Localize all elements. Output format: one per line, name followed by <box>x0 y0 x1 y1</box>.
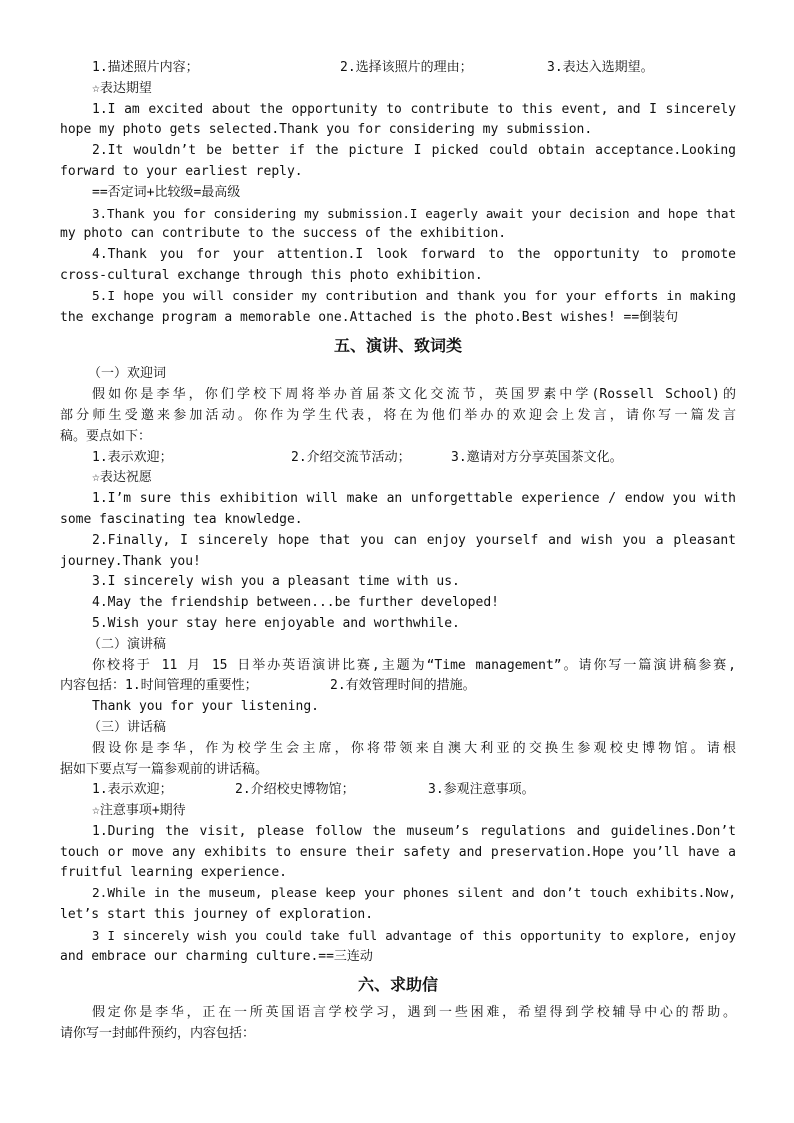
text-line: 4.May the friendship between...be further developed! <box>92 595 499 611</box>
point-item: 2.介绍交流节活动； <box>291 449 411 465</box>
text-line: 4.Thank you for your attention.I look forward to the opportunity to promote <box>92 247 736 263</box>
text-line: 3.I sincerely wish you a pleasant time with us. <box>92 574 460 590</box>
text-line: touch or move any exhibits to ensure their safety and preservation.Hope you’ll have a <box>60 844 736 860</box>
text-line: fruitful learning experience. <box>60 865 287 881</box>
point-item: 3.表达入选期望。 <box>547 60 654 75</box>
section-title: 五、演讲、致词类 <box>333 336 462 356</box>
text-line: 3 I sincerely wish you could take full advantage of this opportunity to explore, enjoy <box>92 928 736 943</box>
point-item: 2.选择该照片的理由； <box>340 60 473 75</box>
task-line: 你校将于 11 月 15 日举办英语演讲比赛,主题为“Time management”。请你写一篇演讲稿参赛, <box>92 657 736 673</box>
text-line: journey.Thank you! <box>60 553 201 569</box>
task-line: 请你写一封邮件预约，内容包括： <box>60 1026 256 1042</box>
point-item: 2.有效管理时间的措施。 <box>330 678 476 694</box>
task-line: 假如你是李华，你们学校下周将举办首届茶文化交流节，英国罗素中学(Rossell School)的 <box>92 387 736 403</box>
star-heading: ☆注意事项+期待 <box>92 803 186 819</box>
star-heading: ☆表达祝愿 <box>92 470 152 486</box>
text-line: 5.Wish your stay here enjoyable and worthwhile. <box>92 615 460 631</box>
text-line: the exchange program a memorable one.Attached is the photo.Best wishes! ==倒装句 <box>60 309 679 325</box>
text-line: and embrace our charming culture.==三连动 <box>60 948 373 964</box>
text-line: my photo can contribute to the success of the exhibition. <box>60 226 507 242</box>
task-line: 假定你是李华，正在一所英国语言学校学习，遇到一些困难，希望得到学校辅导中心的帮助。 <box>92 1005 736 1021</box>
text-line: 1.I am excited about the opportunity to contribute to this event, and I sincerely <box>92 101 736 117</box>
text-line: 2.It wouldn’t be better if the picture I picked could obtain acceptance.Looking <box>92 143 736 159</box>
task-line: 假设你是李华，作为校学生会主席，你将带领来自澳大利亚的交换生参观校史博物馆。请根 <box>92 740 736 756</box>
text-line: let’s start this journey of exploration. <box>60 907 374 923</box>
point-item: 1.表示欢迎； <box>92 449 173 465</box>
section-title: 六、求助信 <box>357 975 438 995</box>
text-line: 3.Thank you for considering my submission.I eagerly await your decision and hope that <box>92 205 736 221</box>
text-line: 2.While in the museum, please keep your phones silent and don’t touch exhibits.Now, <box>92 886 736 902</box>
points-line <box>60 58 736 79</box>
star-heading: ☆表达期望 <box>92 80 152 96</box>
point-item: 3.邀请对方分享英国茶文化。 <box>451 449 623 465</box>
text-line: Thank you for your listening. <box>92 699 319 715</box>
text-line: 1.I’m sure this exhibition will make an unforgettable experience / endow you with <box>92 491 736 507</box>
text-line: 5.I hope you will consider my contribution and thank you for your efforts in making <box>92 288 736 304</box>
point-item: 3.参观注意事项。 <box>428 782 535 798</box>
document-page <box>60 58 736 1045</box>
point-item: 2.介绍校史博物馆； <box>235 782 355 798</box>
text-line: some fascinating tea knowledge. <box>60 511 303 527</box>
sub-heading: （二）演讲稿 <box>88 636 167 652</box>
task-line: 据如下要点写一篇参观前的讲话稿。 <box>60 761 269 777</box>
text-line: forward to your earliest reply. <box>60 163 303 179</box>
text-line: 2.Finally, I sincerely hope that you can enjoy yourself and wish you a pleasant <box>92 532 736 548</box>
task-line: 部分师生受邀来参加活动。你作为学生代表，将在为他们举办的欢迎会上发言，请你写一篇发言 <box>60 407 736 423</box>
points-line <box>60 448 736 469</box>
point-item: 1.表示欢迎； <box>92 782 173 798</box>
point-item: 内容包括：1.时间管理的重要性； <box>60 678 258 694</box>
text-line: 1.During the visit, please follow the museum’s regulations and guidelines.Don’t <box>92 823 736 839</box>
text-line: cross-cultural exchange through this photo exhibition. <box>60 267 483 283</box>
sub-heading: （一）欢迎词 <box>88 366 167 382</box>
point-item: 1.描述照片内容； <box>92 60 199 75</box>
points-line <box>60 676 736 697</box>
grammar-note: ==否定词+比较级=最高级 <box>92 184 241 200</box>
sub-heading: （三）讲话稿 <box>88 719 167 735</box>
text-line: hope my photo gets selected.Thank you for considering my submission. <box>60 122 593 138</box>
points-line <box>60 780 736 801</box>
task-line: 稿。要点如下： <box>60 428 152 444</box>
